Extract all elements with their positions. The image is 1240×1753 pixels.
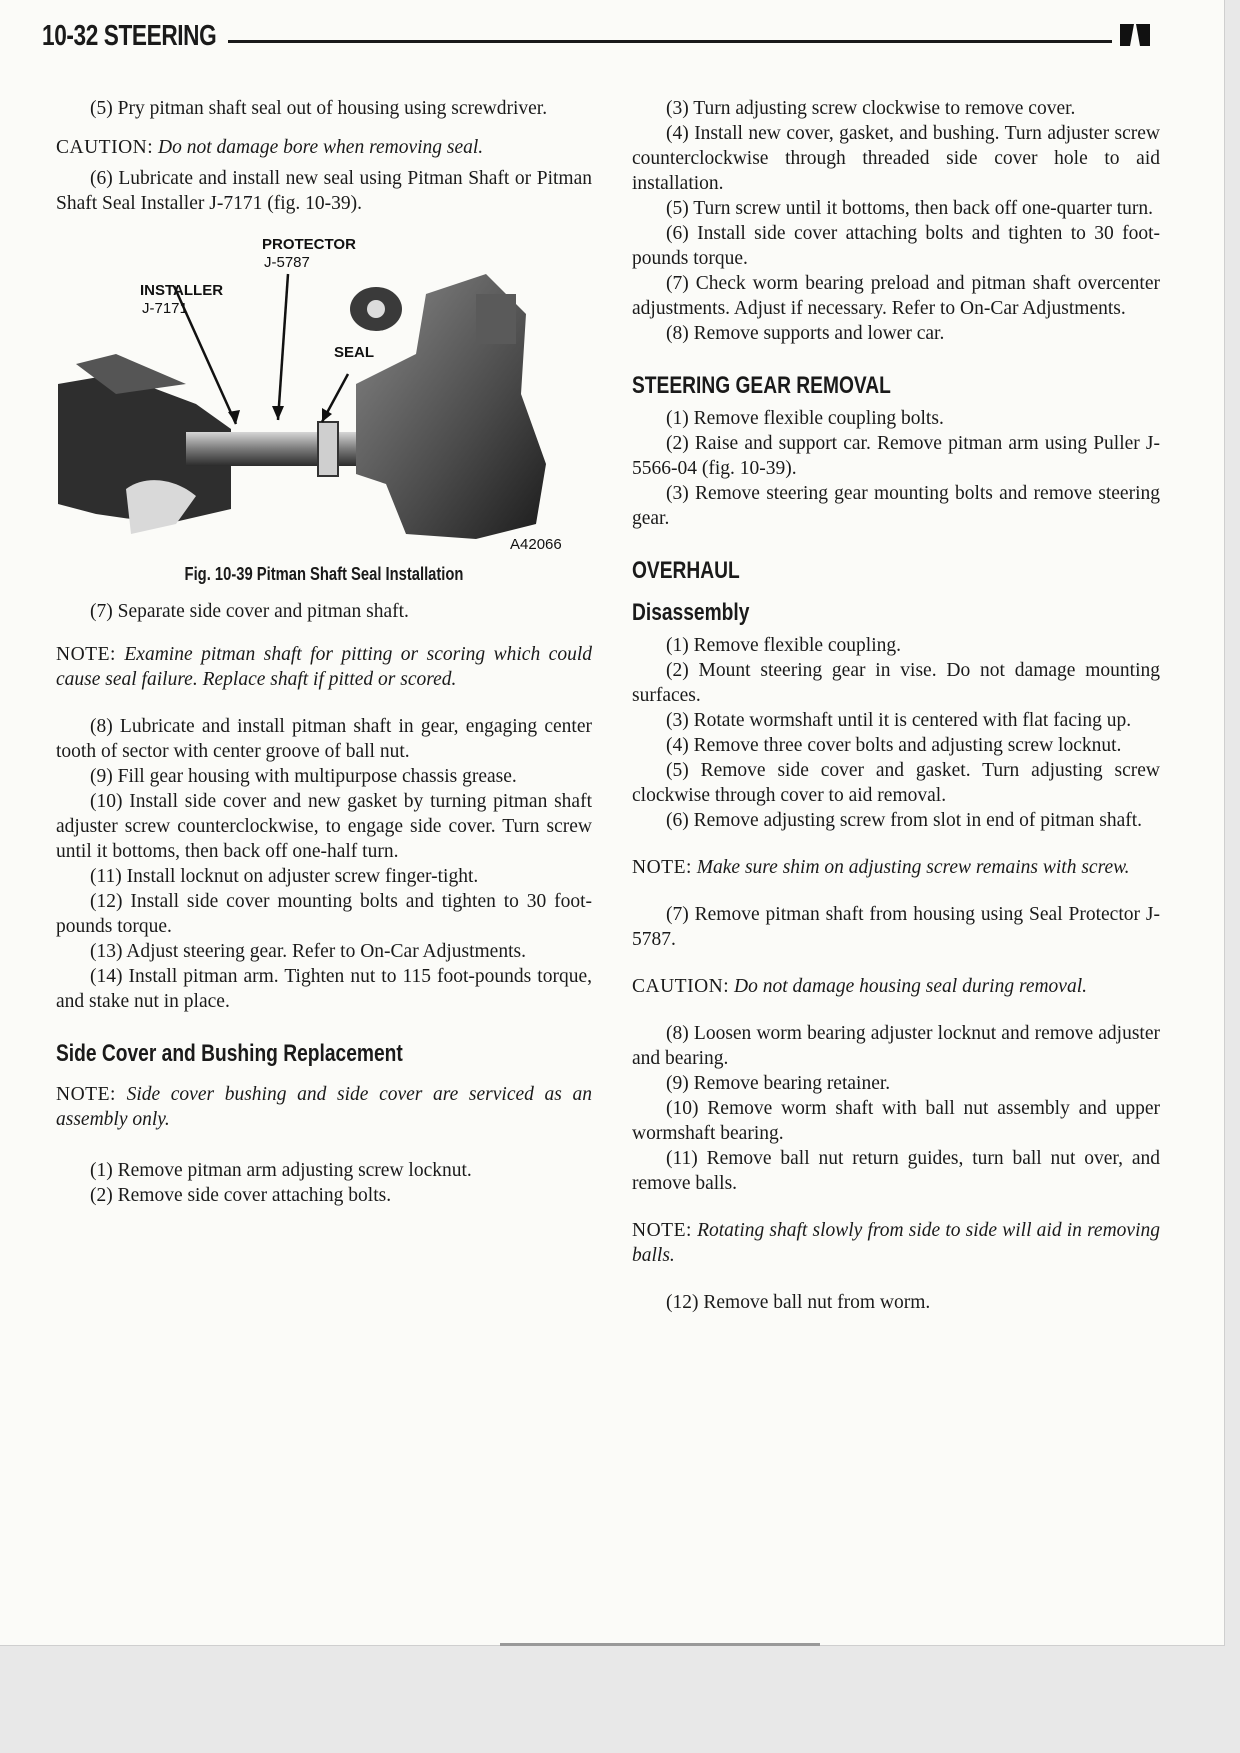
step-paragraph: (1) Remove pitman arm adjusting screw locknut. (90, 1160, 472, 1181)
step-paragraph: (4) Remove three cover bolts and adjusting screw locknut. (666, 735, 1122, 756)
pentastar-logo-icon (1118, 22, 1152, 48)
step-paragraph: (11) Remove ball nut return guides, turn ball nut over, and remove balls. (632, 1148, 1160, 1194)
step-paragraph: (3) Rotate wormshaft until it is centered with flat facing up. (666, 710, 1132, 731)
page-header (42, 18, 1152, 58)
step-paragraph: (2) Mount steering gear in vise. Do not damage mounting surfaces. (632, 660, 1160, 706)
note-text: Rotating shaft slowly from side to side will aid in removing balls. (632, 1220, 1160, 1266)
note-text: Make sure shim on adjusting screw remains with screw. (696, 857, 1130, 878)
header-rule (228, 40, 1112, 43)
note-block (56, 1082, 592, 1132)
figure-id: A42066 (510, 536, 562, 553)
step-paragraph: (3) Turn adjusting screw clockwise to remove cover. (666, 98, 1076, 119)
step-paragraph: (1) Remove flexible coupling bolts. (666, 408, 944, 429)
step-paragraph: (12) Remove ball nut from worm. (666, 1292, 931, 1313)
page-edge-mark (500, 1643, 820, 1646)
step-paragraph: (8) Lubricate and install pitman shaft in gear, engaging center tooth of sector with center groove of ball nut. (56, 716, 592, 762)
page-title: 10-32 STEERING (42, 20, 217, 52)
step-paragraph: (5) Pry pitman shaft seal out of housing using screwdriver. (90, 98, 548, 119)
step-paragraph: (7) Check worm bearing preload and pitman shaft overcenter adjustments. Adjust if necessary. Refer to On-Car Adjustments. (632, 273, 1160, 319)
step-paragraph: (6) Lubricate and install new seal using Pitman Shaft or Pitman Shaft Seal Installer J-7171 (fig. 10-39). (56, 168, 592, 214)
step-paragraph: (2) Remove side cover attaching bolts. (90, 1185, 392, 1206)
step-paragraph: (14) Install pitman arm. Tighten nut to 115 foot-pounds torque, and stake nut in place. (56, 966, 592, 1012)
note-label: NOTE: (632, 1220, 692, 1241)
note-label: NOTE: (56, 1084, 116, 1105)
step-paragraph: (11) Install locknut on adjuster screw finger-tight. (90, 866, 479, 887)
caution-block (632, 974, 1160, 999)
protector-tool-number: J-5787 (264, 254, 310, 271)
right-column (632, 96, 1160, 1315)
step-paragraph: (9) Fill gear housing with multipurpose chassis grease. (90, 766, 517, 787)
note-block (56, 642, 592, 692)
step-paragraph: (9) Remove bearing retainer. (666, 1073, 891, 1094)
caution-text: Do not damage bore when removing seal. (158, 137, 484, 158)
note-block (632, 1218, 1160, 1268)
note-block (632, 855, 1160, 880)
section-heading-removal: STEERING GEAR REMOVAL (632, 372, 891, 399)
note-label: NOTE: (56, 644, 116, 665)
step-paragraph: (5) Remove side cover and gasket. Turn adjusting screw clockwise through cover to aid removal. (632, 760, 1160, 806)
note-text: Side cover bushing and side cover are serviced as an assembly only. (56, 1084, 593, 1130)
step-paragraph: (6) Remove adjusting screw from slot in end of pitman shaft. (666, 810, 1143, 831)
step-paragraph: (5) Turn screw until it bottoms, then back off one-quarter turn. (666, 198, 1154, 219)
step-paragraph: (3) Remove steering gear mounting bolts and remove steering gear. (632, 483, 1160, 529)
note-text: Examine pitman shaft for pitting or scoring which could cause seal failure. Replace shaft if pitted or scored. (56, 644, 592, 690)
left-column (56, 96, 592, 1208)
caution-label: CAUTION: (56, 137, 154, 158)
step-paragraph: (8) Loosen worm bearing adjuster locknut and remove adjuster and bearing. (632, 1023, 1160, 1069)
step-paragraph: (13) Adjust steering gear. Refer to On-Car Adjustments. (90, 941, 526, 962)
step-paragraph: (7) Remove pitman shaft from housing using Seal Protector J-5787. (632, 904, 1160, 950)
section-heading-overhaul: OVERHAUL (632, 557, 740, 584)
installer-label: INSTALLER (140, 282, 224, 299)
subsection-heading-disassembly: Disassembly (632, 599, 750, 626)
pitman-seal-photo-illustration (56, 234, 596, 554)
step-paragraph: (10) Install side cover and new gasket by turning pitman shaft adjuster screw counterclockwise, to engage side cover. Turn screw until it bottoms, then back off one-half turn. (56, 791, 592, 862)
caution-label: CAUTION: (632, 976, 730, 997)
step-paragraph: (12) Install side cover mounting bolts and tighten to 30 foot-pounds torque. (56, 891, 592, 937)
step-paragraph: (1) Remove flexible coupling. (666, 635, 902, 656)
step-paragraph: (2) Raise and support car. Remove pitman arm using Puller J-5566-04 (fig. 10-39). (632, 433, 1160, 479)
figure-caption: Fig. 10-39 Pitman Shaft Seal Installation (184, 564, 464, 584)
figure-pitman-seal (56, 234, 596, 554)
step-paragraph: (6) Install side cover attaching bolts and tighten to 30 foot-pounds torque. (632, 223, 1160, 269)
step-paragraph: (7) Separate side cover and pitman shaft. (90, 601, 409, 622)
installer-tool-number: J-7171 (142, 300, 188, 317)
caution-block (56, 135, 592, 160)
step-paragraph: (8) Remove supports and lower car. (666, 323, 945, 344)
section-heading-side-cover: Side Cover and Bushing Replacement (56, 1040, 403, 1067)
seal-label: SEAL (334, 344, 375, 361)
step-paragraph: (10) Remove worm shaft with ball nut assembly and upper wormshaft bearing. (632, 1098, 1160, 1144)
note-label: NOTE: (632, 857, 692, 878)
step-paragraph: (4) Install new cover, gasket, and bushing. Turn adjuster screw counterclockwise through threaded side cover hole to aid installation. (632, 123, 1160, 194)
protector-label: PROTECTOR (262, 236, 356, 253)
caution-text: Do not damage housing seal during removal. (734, 976, 1088, 997)
